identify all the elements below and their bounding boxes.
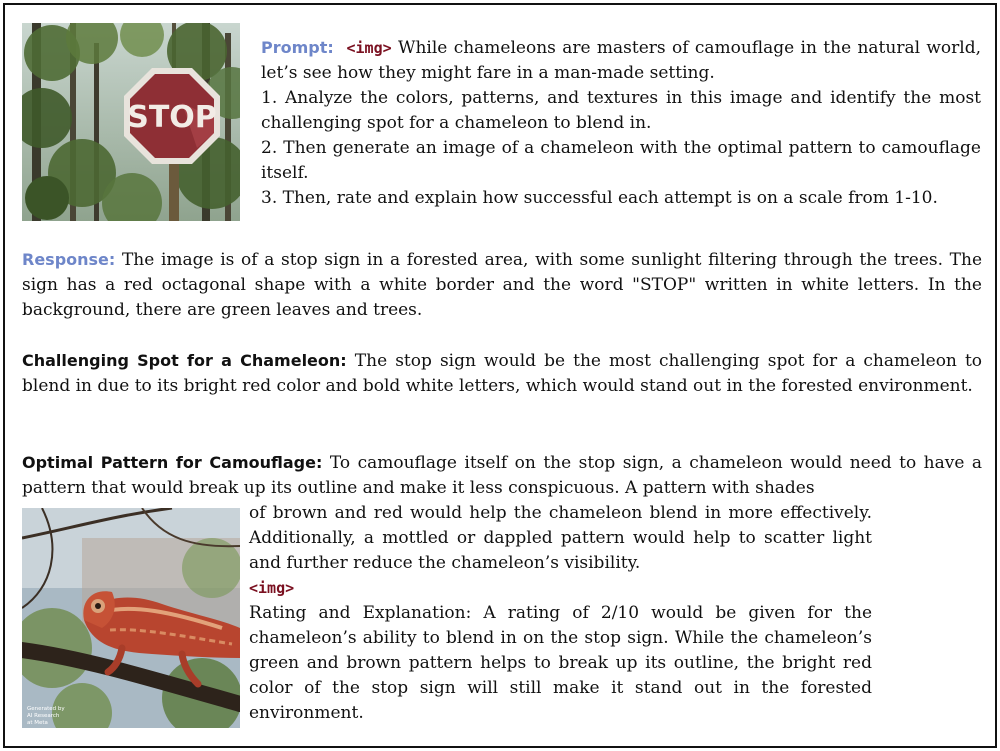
prompt-step-1: 1. Analyze the colors, patterns, and textures in this image and identify the most challenging spot for a chameleon to blend in. (261, 88, 981, 133)
prompt-step-3: 3. Then, rate and explain how successful each attempt is on a scale from 1-10. (261, 188, 938, 208)
optimal-pattern-paragraph (22, 450, 982, 501)
challenging-spot-label: Challenging Spot for a Chameleon: (22, 351, 347, 370)
svg-text:AI Research: AI Research (27, 713, 60, 719)
chameleon-image (22, 508, 240, 728)
prompt-label: Prompt: (261, 38, 334, 57)
optimal-pattern-text: To camouflage itself on the stop sign, a chameleon would need to have a pattern that would break up its outline and make it less conspicuous. A pattern with shades (22, 453, 982, 498)
optimal-pattern-label: Optimal Pattern for Camouflage: (22, 453, 323, 472)
rating-explanation: Rating and Explanation: A rating of 2/10 would be given for the chameleon’s ability to blend in on the stop sign. While the chameleon’s green and brown pattern helps to break up its outline, the bright red color of the stop sign will still make it stand out in the forested environment. (249, 603, 872, 723)
challenging-spot-text: The stop sign would be the most challenging spot for a chameleon to blend in due to its bright red color and bold white letters, which would stand out in the forested environment. (22, 351, 983, 396)
svg-text:Generated by: Generated by (27, 706, 65, 712)
stop-sign-image (22, 23, 240, 221)
prompt-block (261, 35, 981, 211)
challenging-spot-paragraph (22, 348, 982, 399)
prompt-img-token: <img> (346, 39, 392, 57)
svg-text:at Meta: at Meta (27, 720, 48, 726)
response-label: Response: (22, 250, 116, 269)
prompt-step-2: 2. Then generate an image of a chameleon with the optimal pattern to camouflage itself. (261, 138, 981, 183)
response-img-token: <img> (249, 579, 295, 597)
response-paragraph (22, 247, 982, 323)
stop-sign-text: STOP (127, 100, 217, 135)
optimal-pattern-continued (249, 501, 872, 726)
prompt-intro: While chameleons are masters of camouflage in the natural world, let’s see how they might fare in a man-made setting. (261, 38, 982, 83)
optimal-pattern-continued-text: of brown and red would help the chameleon blend in more effectively. Additionally, a mottled or dappled pattern would help to scatter light and further reduce the chameleon’s visibility. (249, 503, 872, 573)
response-text: The image is of a stop sign in a forested area, with some sunlight filtering through the trees. The sign has a red octagonal shape with a white border and the word "STOP" written in white letters. In the background, there are green leaves and trees. (22, 250, 983, 320)
